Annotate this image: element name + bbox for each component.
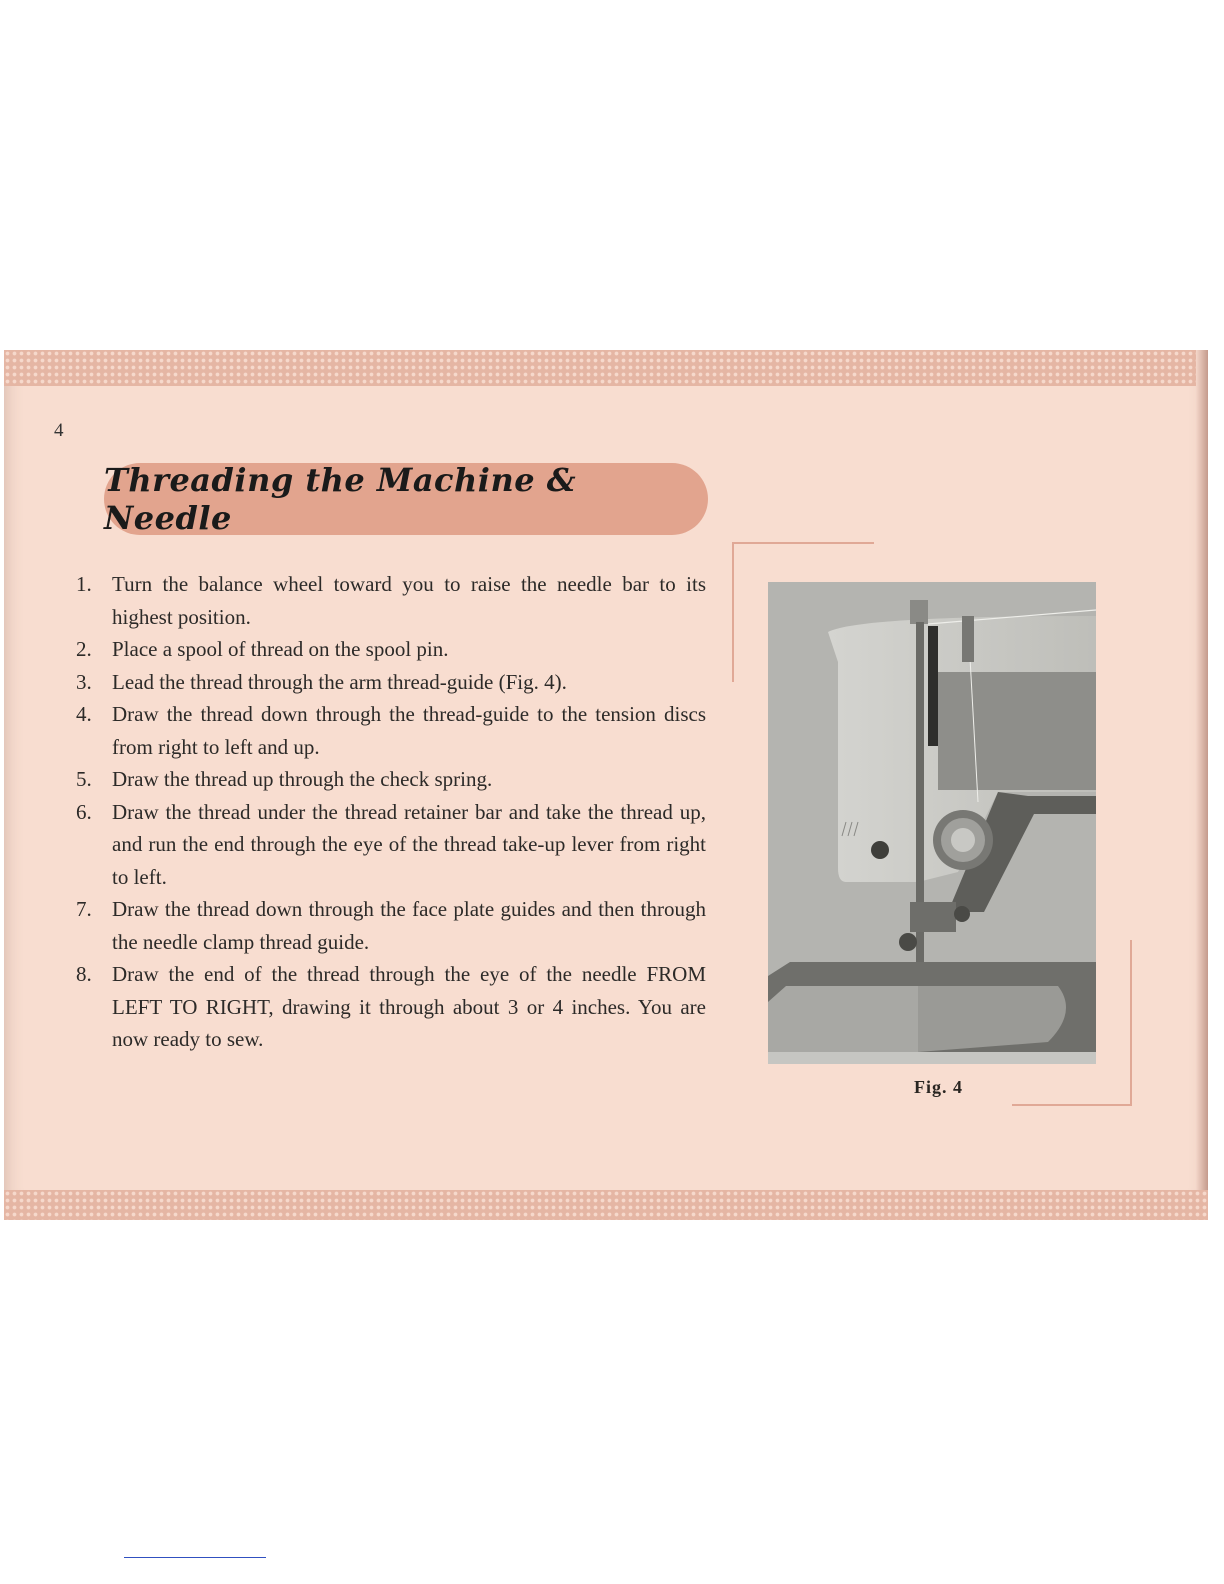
list-item <box>76 763 706 796</box>
step-text: Draw the thread up through the check spring. <box>112 767 493 791</box>
step-text: Draw the thread under the thread retainer bar and take the thread up, and run the end through the eye of the thread take-up lever from right to left. <box>112 799 706 889</box>
instruction-list <box>76 568 706 1056</box>
manual-page <box>4 350 1208 1220</box>
figure-caption: Fig. 4 <box>914 1077 963 1097</box>
page-number: 4 <box>54 420 64 441</box>
frame-line-top <box>732 542 874 544</box>
frame-line-left <box>732 542 734 682</box>
frame-line-bottom <box>1012 1104 1132 1106</box>
top-dotted-band <box>4 350 1208 386</box>
step-number: 6. <box>76 799 92 824</box>
step-number: 7. <box>76 897 92 921</box>
list-item <box>76 666 706 699</box>
list-item <box>76 893 706 958</box>
step-text: Lead the thread through the arm thread-guide (Fig. 4). <box>112 669 567 694</box>
list-item <box>76 958 706 1056</box>
step-number: 3. <box>76 669 92 694</box>
sewing-machine-photo-icon <box>768 582 1096 1064</box>
footer-link-underline <box>124 1557 266 1558</box>
step-number: 1. <box>76 572 92 596</box>
list-item <box>76 568 706 633</box>
list-item <box>76 633 706 666</box>
step-text: Draw the thread down through the face plate guides and then through the needle clamp thread guide. <box>112 897 706 954</box>
step-text: Draw the thread down through the thread-guide to the tension discs from right to left and up. <box>112 702 706 759</box>
frame-line-right <box>1130 940 1132 1106</box>
step-number: 5. <box>76 767 92 791</box>
step-text: Place a spool of thread on the spool pin. <box>112 637 449 661</box>
list-item <box>76 796 706 894</box>
step-text: Draw the end of the thread through the eye of the needle FROM LEFT TO RIGHT, drawing it through about 3 or 4 inches. You are now ready to sew. <box>112 962 706 1051</box>
title-banner <box>104 463 708 535</box>
step-text: Turn the balance wheel toward you to raise the needle bar to its highest position. <box>112 572 706 629</box>
page-spine-shadow <box>1196 350 1208 1190</box>
page-title: Threading the Machine & Needle <box>104 461 577 537</box>
step-number: 8. <box>76 962 92 986</box>
step-number: 2. <box>76 637 92 661</box>
list-item <box>76 698 706 763</box>
bottom-dotted-band <box>4 1190 1208 1220</box>
step-number: 4. <box>76 702 92 726</box>
